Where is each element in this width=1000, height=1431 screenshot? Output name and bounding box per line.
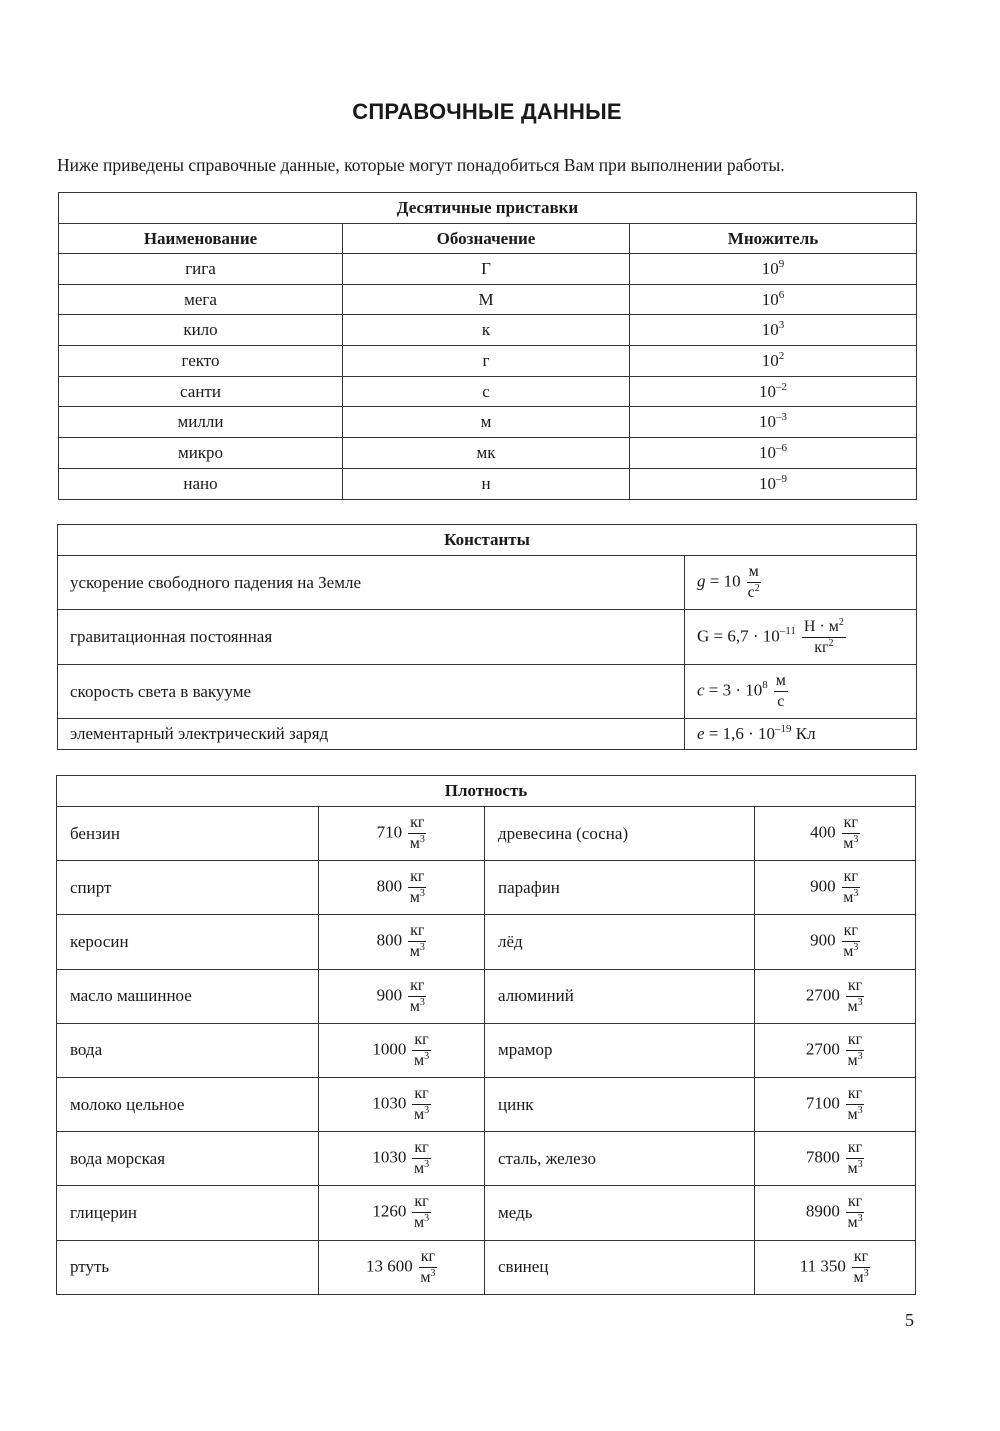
prefix-symbol: М <box>343 284 630 315</box>
density-substance: медь <box>485 1186 755 1240</box>
table-row <box>57 1240 916 1294</box>
table-row <box>59 346 917 377</box>
table-row <box>57 915 916 969</box>
prefix-multiplier: $10^{-9}$ <box>630 468 917 499</box>
table-row <box>57 1023 916 1077</box>
density-substance: вода морская <box>57 1132 319 1186</box>
density-substance: ртуть <box>57 1240 319 1294</box>
prefix-multiplier: $10^{-6}$ <box>630 438 917 469</box>
density-substance: свинец <box>485 1240 755 1294</box>
table-row <box>59 438 917 469</box>
density-value: 8900 $\frac{кг}{м^3}$ <box>755 1186 916 1240</box>
table-row <box>59 284 917 315</box>
density-caption: Плотность <box>57 776 916 807</box>
density-substance: цинк <box>485 1077 755 1131</box>
table-row <box>57 1186 916 1240</box>
prefix-name: кило <box>59 315 343 346</box>
prefix-name: нано <box>59 468 343 499</box>
density-value: 2700 $\frac{кг}{м^3}$ <box>755 1023 916 1077</box>
density-value: 7100 $\frac{кг}{м^3}$ <box>755 1077 916 1131</box>
density-value: 13 600 $\frac{кг}{м^3}$ <box>319 1240 485 1294</box>
constants-caption: Константы <box>58 525 917 556</box>
density-substance: бензин <box>57 807 319 861</box>
constant-value: $c = 3 \cdot 10^8$ $\frac{м}{с}$ <box>685 665 917 719</box>
density-value: 900 $\frac{кг}{м^3}$ <box>755 915 916 969</box>
prefixes-header-name: Наименование <box>59 224 343 254</box>
prefix-multiplier: $10^{-3}$ <box>630 407 917 438</box>
table-row <box>59 468 917 499</box>
prefix-symbol: мк <box>343 438 630 469</box>
table-row <box>57 1077 916 1131</box>
prefix-multiplier: $10^6$ <box>630 284 917 315</box>
prefix-symbol: г <box>343 346 630 377</box>
table-row <box>57 969 916 1023</box>
prefixes-caption: Десятичные приставки <box>59 193 917 224</box>
density-value: 1030 $\frac{кг}{м^3}$ <box>319 1077 485 1131</box>
density-substance: алюминий <box>485 969 755 1023</box>
constants-table <box>57 524 917 750</box>
density-substance: древесина (сосна) <box>485 807 755 861</box>
prefixes-table <box>58 192 917 500</box>
density-substance: молоко цельное <box>57 1077 319 1131</box>
prefix-name: милли <box>59 407 343 438</box>
density-substance: лёд <box>485 915 755 969</box>
density-value: 800 $\frac{кг}{м^3}$ <box>319 861 485 915</box>
prefix-multiplier: $10^3$ <box>630 315 917 346</box>
prefix-symbol: с <box>343 376 630 407</box>
prefix-symbol: н <box>343 468 630 499</box>
constant-value: g = 10 $\frac{м}{с^2}$ <box>685 556 917 610</box>
density-value: 900 $\frac{кг}{м^3}$ <box>755 861 916 915</box>
density-substance: сталь, железо <box>485 1132 755 1186</box>
density-substance: керосин <box>57 915 319 969</box>
prefix-symbol: к <box>343 315 630 346</box>
density-substance: парафин <box>485 861 755 915</box>
density-value: 900 $\frac{кг}{м^3}$ <box>319 969 485 1023</box>
density-value: 1000 $\frac{кг}{м^3}$ <box>319 1023 485 1077</box>
density-value: 800 $\frac{кг}{м^3}$ <box>319 915 485 969</box>
prefixes-header-multiplier: Множитель <box>630 224 917 254</box>
table-row <box>57 861 916 915</box>
density-value: 2700 $\frac{кг}{м^3}$ <box>755 969 916 1023</box>
table-row <box>58 556 917 610</box>
table-row <box>59 254 917 285</box>
table-row <box>58 610 917 665</box>
density-value: 11 350 $\frac{кг}{м^3}$ <box>755 1240 916 1294</box>
prefix-name: мега <box>59 284 343 315</box>
prefix-name: санти <box>59 376 343 407</box>
constant-value: $G = 6,7 \cdot 10^{-11}$ $\frac{Н \cdot м^2}{кг^2}$ <box>685 610 917 665</box>
table-row <box>59 376 917 407</box>
intro-text: Ниже приведены справочные данные, которые могут понадобиться Вам при выполнении работы. <box>57 155 785 175</box>
prefix-name: гекто <box>59 346 343 377</box>
table-row <box>57 1132 916 1186</box>
prefix-name: гига <box>59 254 343 285</box>
table-row <box>58 665 917 719</box>
constant-name: элементарный электрический заряд <box>58 719 685 750</box>
prefix-symbol: Г <box>343 254 630 285</box>
density-value: 710 $\frac{кг}{м^3}$ <box>319 807 485 861</box>
constant-name: ускорение свободного падения на Земле <box>58 556 685 610</box>
table-row <box>57 807 916 861</box>
prefix-multiplier: $10^{-2}$ <box>630 376 917 407</box>
density-substance: глицерин <box>57 1186 319 1240</box>
prefix-multiplier: $10^9$ <box>630 254 917 285</box>
density-value: 7800 $\frac{кг}{м^3}$ <box>755 1132 916 1186</box>
page-number: 5 <box>905 1310 914 1330</box>
density-substance: масло машинное <box>57 969 319 1023</box>
prefixes-header-symbol: Обозначение <box>343 224 630 254</box>
constant-name: скорость света в вакууме <box>58 665 685 719</box>
prefix-symbol: м <box>343 407 630 438</box>
density-substance: спирт <box>57 861 319 915</box>
density-table <box>56 775 916 1295</box>
table-row <box>59 407 917 438</box>
constant-value: $e = 1,6 \cdot 10^{-19}$ Кл <box>685 719 917 750</box>
constant-name: гравитационная постоянная <box>58 610 685 665</box>
density-value: 400 $\frac{кг}{м^3}$ <box>755 807 916 861</box>
density-value: 1030 $\frac{кг}{м^3}$ <box>319 1132 485 1186</box>
prefix-name: микро <box>59 438 343 469</box>
prefix-multiplier: $10^2$ <box>630 346 917 377</box>
page-title: СПРАВОЧНЫЕ ДАННЫЕ <box>352 99 622 124</box>
density-substance: вода <box>57 1023 319 1077</box>
density-substance: мрамор <box>485 1023 755 1077</box>
table-row <box>58 719 917 750</box>
table-row <box>59 315 917 346</box>
density-value: 1260 $\frac{кг}{м^3}$ <box>319 1186 485 1240</box>
